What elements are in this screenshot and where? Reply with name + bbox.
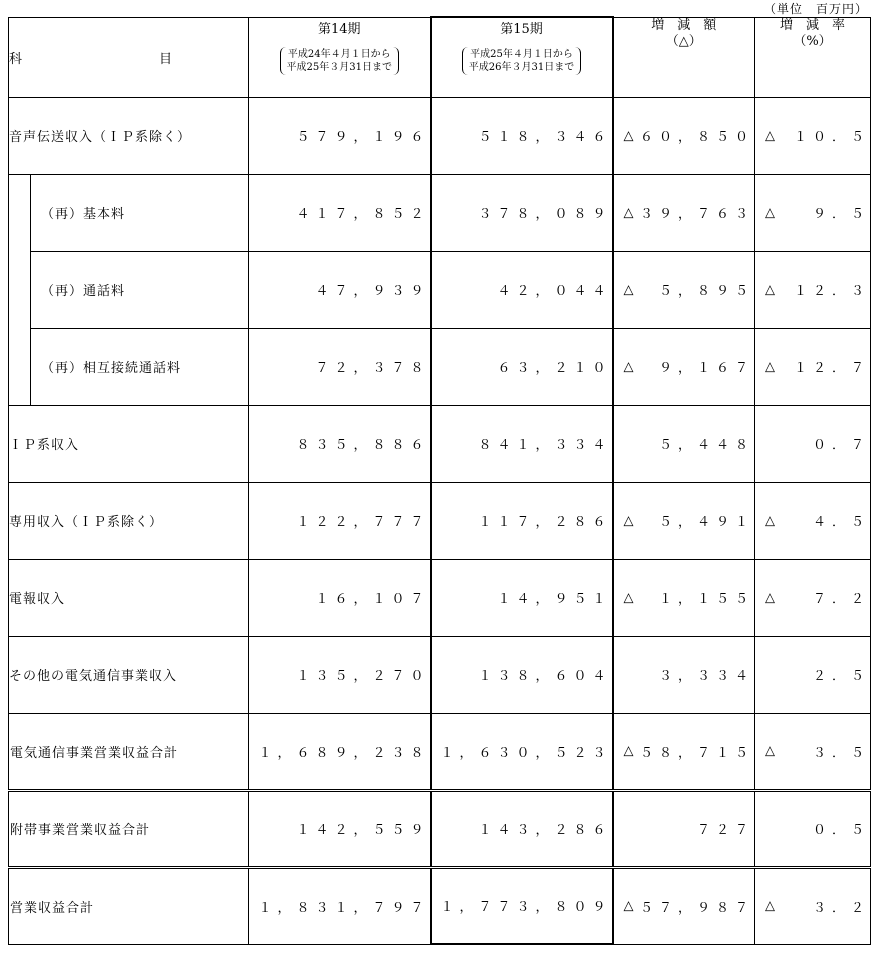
table-header-row bbox=[9, 17, 871, 97]
row-period14-value: １４２，５５９ bbox=[249, 790, 431, 867]
decrease-mark: △ bbox=[765, 282, 776, 297]
row-subject: （再）基本料 bbox=[31, 174, 249, 251]
table-row bbox=[9, 97, 871, 174]
table-row bbox=[9, 328, 871, 405]
row-diff bbox=[613, 790, 755, 867]
period15-range bbox=[462, 47, 581, 75]
row-subject: ＩＰ系収入 bbox=[9, 405, 249, 482]
subject-header-right: 目 bbox=[159, 51, 173, 67]
unit-note: （単位 百万円） bbox=[763, 2, 868, 16]
row-rate-value: ３．５ bbox=[813, 745, 871, 761]
period14-range-start: 平成24年４月１日から bbox=[287, 48, 391, 60]
row-diff-value: ６０，８５０ bbox=[640, 130, 755, 145]
subject-header bbox=[9, 17, 249, 97]
row-subject: 附帯事業営業収益合計 bbox=[9, 790, 249, 867]
row-diff-value: ９，１６７ bbox=[659, 361, 755, 376]
row-rate bbox=[755, 636, 871, 713]
subject-header-left: 科 bbox=[9, 51, 23, 67]
row-diff-value: ３９，７６３ bbox=[640, 207, 755, 222]
sub-item-indent bbox=[9, 174, 31, 405]
row-diff-value: ５，４４８ bbox=[659, 438, 755, 453]
row-period15-value: ４２，０４４ bbox=[431, 251, 613, 328]
period15-range-end: 平成26年３月31日まで bbox=[468, 62, 575, 73]
decrease-mark: △ bbox=[765, 743, 776, 759]
row-period15-value: ５１８，３４６ bbox=[431, 97, 613, 174]
table-row bbox=[9, 559, 871, 636]
diff-header bbox=[613, 17, 755, 97]
decrease-mark: △ bbox=[623, 590, 634, 605]
table-row-subtotal bbox=[9, 713, 871, 790]
row-diff bbox=[613, 251, 755, 328]
decrease-mark: △ bbox=[623, 205, 634, 220]
row-rate bbox=[755, 174, 871, 251]
rate-header-sub: （%） bbox=[793, 33, 832, 49]
rate-header bbox=[755, 17, 871, 97]
row-period14-value: １，８３１，７９７ bbox=[249, 867, 431, 944]
row-period14-value: ４７，９３９ bbox=[249, 251, 431, 328]
table-row bbox=[9, 482, 871, 559]
table-row bbox=[9, 405, 871, 482]
row-subject: 電報収入 bbox=[9, 559, 249, 636]
row-period15-value: １３８，６０４ bbox=[431, 636, 613, 713]
row-rate bbox=[755, 97, 871, 174]
period14-range bbox=[280, 47, 399, 75]
row-subject: 音声伝送収入（ＩＰ系除く） bbox=[9, 97, 249, 174]
table-row bbox=[9, 636, 871, 713]
revenue-table bbox=[8, 16, 871, 945]
period15-title: 第15期 bbox=[500, 22, 543, 37]
row-rate bbox=[755, 482, 871, 559]
period15-header bbox=[431, 17, 613, 97]
decrease-mark: △ bbox=[623, 128, 634, 143]
row-diff-value: ５７，９８７ bbox=[640, 900, 755, 916]
row-rate-value: ４．５ bbox=[813, 515, 871, 530]
row-diff-value: ５８，７１５ bbox=[640, 745, 755, 761]
decrease-mark: △ bbox=[765, 590, 776, 605]
row-diff-value: ５，８９５ bbox=[659, 284, 755, 299]
row-diff bbox=[613, 174, 755, 251]
row-diff-value: ７２７ bbox=[697, 823, 755, 838]
row-period15-value: ３７８，０８９ bbox=[431, 174, 613, 251]
row-subject: 営業収益合計 bbox=[9, 867, 249, 944]
table-row-total bbox=[9, 867, 871, 944]
table-row bbox=[9, 251, 871, 328]
row-subject: （再）相互接続通話料 bbox=[31, 328, 249, 405]
row-period14-value: ７２，３７８ bbox=[249, 328, 431, 405]
row-subject: 電気通信事業営業収益合計 bbox=[9, 713, 249, 790]
row-period15-value: １，７７３，８０９ bbox=[431, 867, 613, 944]
row-rate-value: ０．７ bbox=[813, 438, 871, 453]
row-rate-value: ９．５ bbox=[813, 207, 871, 222]
row-period15-value: １４，９５１ bbox=[431, 559, 613, 636]
period14-header bbox=[249, 17, 431, 97]
row-rate bbox=[755, 713, 871, 790]
row-rate bbox=[755, 559, 871, 636]
diff-header-title: 増 減 額 bbox=[651, 17, 717, 33]
row-rate bbox=[755, 251, 871, 328]
row-rate bbox=[755, 328, 871, 405]
row-period15-value: １，６３０，５２３ bbox=[431, 713, 613, 790]
row-diff bbox=[613, 328, 755, 405]
row-diff bbox=[613, 636, 755, 713]
period15-range-start: 平成25年４月１日から bbox=[470, 49, 573, 60]
row-rate-value: ２．５ bbox=[813, 669, 871, 684]
row-rate-value: ３．２ bbox=[813, 900, 871, 916]
row-period15-value: １４３，２８６ bbox=[431, 790, 613, 867]
row-rate bbox=[755, 790, 871, 867]
row-diff bbox=[613, 867, 755, 944]
decrease-mark: △ bbox=[623, 898, 634, 914]
period14-title: 第14期 bbox=[317, 21, 361, 37]
decrease-mark: △ bbox=[765, 205, 776, 220]
row-period14-value: ５７９，１９６ bbox=[249, 97, 431, 174]
diff-header-sub: （△） bbox=[665, 33, 702, 49]
row-rate-value: １２．７ bbox=[794, 361, 871, 376]
row-period15-value: １１７，２８６ bbox=[431, 482, 613, 559]
table-row bbox=[9, 174, 871, 251]
row-diff-value: １，１５５ bbox=[659, 592, 755, 607]
decrease-mark: △ bbox=[623, 513, 634, 528]
row-diff bbox=[613, 482, 755, 559]
decrease-mark: △ bbox=[765, 898, 776, 914]
row-period15-value: ８４１，３３４ bbox=[431, 405, 613, 482]
decrease-mark: △ bbox=[765, 128, 776, 143]
row-period14-value: ８３５，８８６ bbox=[249, 405, 431, 482]
row-period14-value: １２２，７７７ bbox=[249, 482, 431, 559]
rate-header-title: 増 減 率 bbox=[780, 17, 846, 33]
row-diff bbox=[613, 97, 755, 174]
table-row-subtotal bbox=[9, 790, 871, 867]
row-subject: その他の電気通信事業収入 bbox=[9, 636, 249, 713]
row-rate-value: ０．５ bbox=[813, 823, 871, 838]
row-rate-value: ７．２ bbox=[813, 592, 871, 607]
row-period14-value: １６，１０７ bbox=[249, 559, 431, 636]
row-subject: （再）通話料 bbox=[31, 251, 249, 328]
decrease-mark: △ bbox=[623, 359, 634, 374]
row-diff bbox=[613, 559, 755, 636]
row-rate bbox=[755, 405, 871, 482]
row-period15-value: ６３，２１０ bbox=[431, 328, 613, 405]
row-period14-value: ４１７，８５２ bbox=[249, 174, 431, 251]
row-period14-value: １，６８９，２３８ bbox=[249, 713, 431, 790]
row-diff-value: ３，３３４ bbox=[659, 669, 755, 684]
row-rate-value: １２．３ bbox=[794, 284, 871, 299]
row-rate-value: １０．５ bbox=[794, 130, 871, 145]
row-diff bbox=[613, 405, 755, 482]
decrease-mark: △ bbox=[765, 513, 776, 528]
row-diff bbox=[613, 713, 755, 790]
row-diff-value: ５，４９１ bbox=[659, 515, 755, 530]
row-subject: 専用収入（ＩＰ系除く） bbox=[9, 482, 249, 559]
period14-range-end: 平成25年３月31日まで bbox=[286, 61, 392, 73]
row-rate bbox=[755, 867, 871, 944]
row-period14-value: １３５，２７０ bbox=[249, 636, 431, 713]
decrease-mark: △ bbox=[765, 359, 776, 374]
decrease-mark: △ bbox=[623, 743, 634, 759]
decrease-mark: △ bbox=[623, 282, 634, 297]
